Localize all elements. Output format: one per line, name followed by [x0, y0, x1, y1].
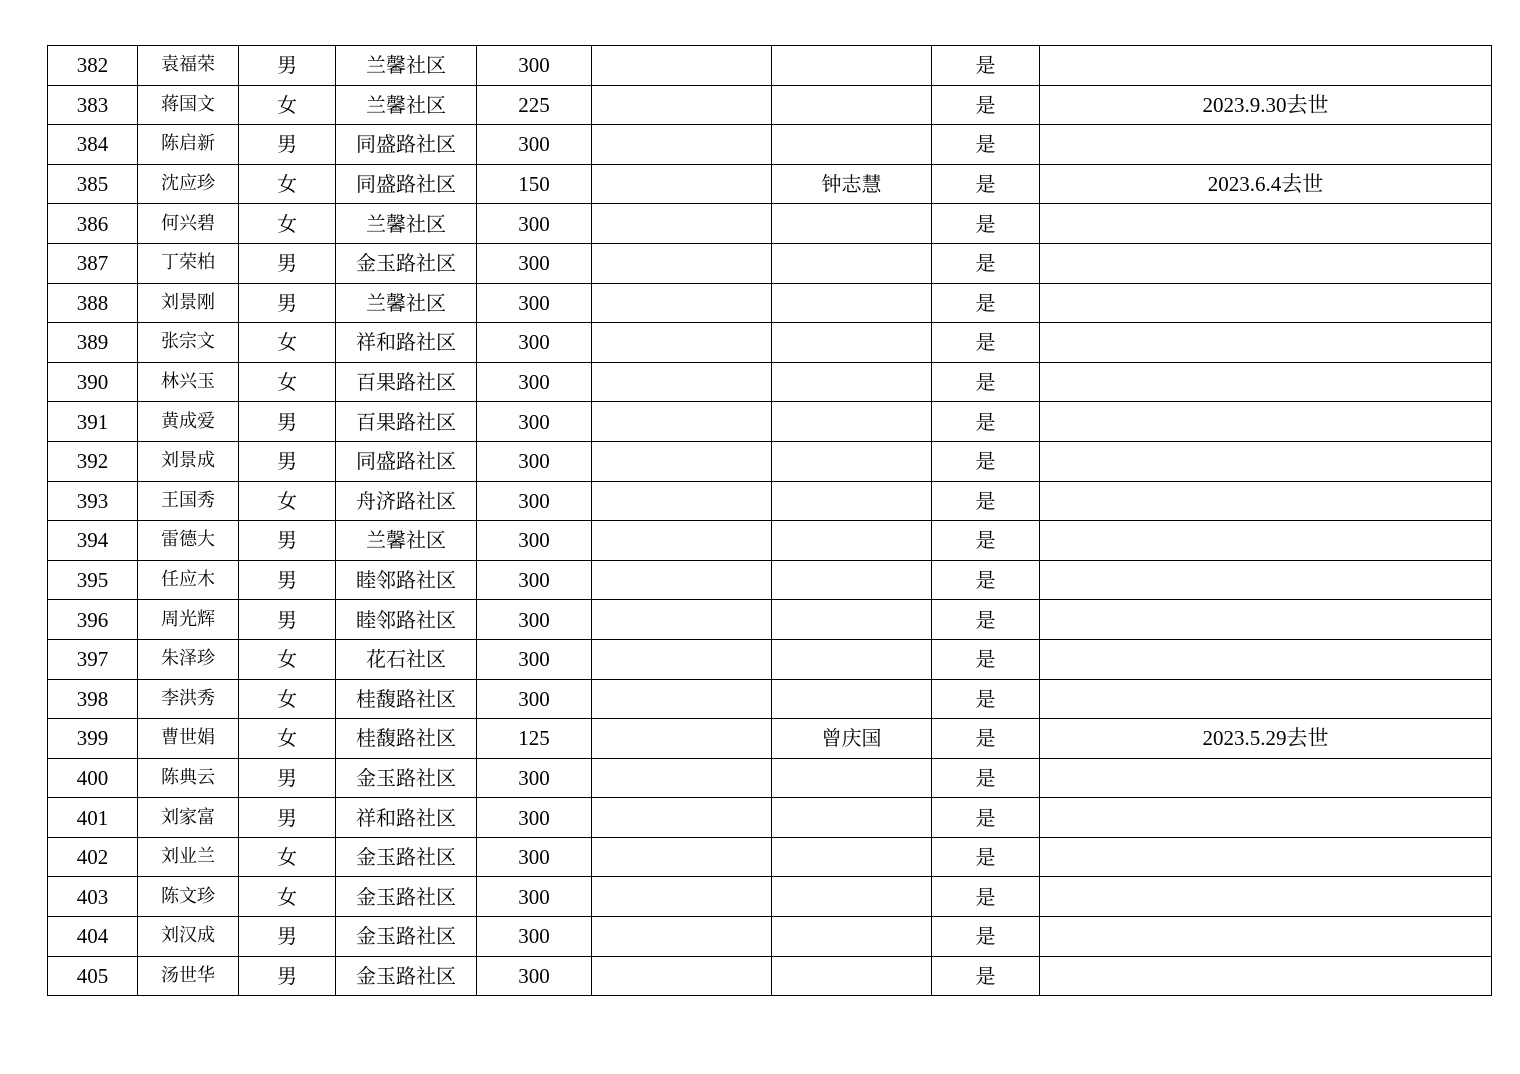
blank-cell — [592, 125, 772, 165]
blank-cell — [592, 679, 772, 719]
row-number: 405 — [48, 956, 138, 996]
amount-cell: 300 — [477, 362, 592, 402]
remark-cell — [1040, 877, 1492, 917]
row-number: 385 — [48, 164, 138, 204]
blank-cell — [592, 917, 772, 957]
agent-cell — [772, 481, 932, 521]
person-name: 刘家富 — [138, 798, 239, 838]
gender-cell: 女 — [239, 85, 336, 125]
blank-cell — [592, 323, 772, 363]
community-cell: 金玉路社区 — [336, 956, 477, 996]
flag-cell: 是 — [932, 639, 1040, 679]
table-body — [48, 46, 1492, 996]
community-cell: 兰馨社区 — [336, 46, 477, 86]
table-row — [48, 956, 1492, 996]
table-row — [48, 837, 1492, 877]
agent-cell — [772, 402, 932, 442]
agent-cell — [772, 521, 932, 561]
gender-cell: 女 — [239, 164, 336, 204]
table-row — [48, 85, 1492, 125]
flag-cell: 是 — [932, 719, 1040, 759]
remark-cell: 2023.6.4去世 — [1040, 164, 1492, 204]
amount-cell: 300 — [477, 837, 592, 877]
table-row — [48, 323, 1492, 363]
row-number: 383 — [48, 85, 138, 125]
blank-cell — [592, 402, 772, 442]
flag-cell: 是 — [932, 600, 1040, 640]
gender-cell: 男 — [239, 283, 336, 323]
flag-cell: 是 — [932, 362, 1040, 402]
gender-cell: 男 — [239, 243, 336, 283]
row-number: 386 — [48, 204, 138, 244]
row-number: 391 — [48, 402, 138, 442]
community-cell: 睦邻路社区 — [336, 600, 477, 640]
person-name: 黄成爱 — [138, 402, 239, 442]
amount-cell: 150 — [477, 164, 592, 204]
agent-cell — [772, 877, 932, 917]
flag-cell: 是 — [932, 283, 1040, 323]
row-number: 384 — [48, 125, 138, 165]
gender-cell: 女 — [239, 639, 336, 679]
agent-cell — [772, 283, 932, 323]
community-cell: 桂馥路社区 — [336, 719, 477, 759]
flag-cell: 是 — [932, 164, 1040, 204]
community-cell: 祥和路社区 — [336, 798, 477, 838]
flag-cell: 是 — [932, 560, 1040, 600]
community-cell: 金玉路社区 — [336, 917, 477, 957]
row-number: 402 — [48, 837, 138, 877]
flag-cell: 是 — [932, 481, 1040, 521]
remark-cell — [1040, 362, 1492, 402]
agent-cell — [772, 204, 932, 244]
amount-cell: 300 — [477, 323, 592, 363]
row-number: 392 — [48, 441, 138, 481]
person-name: 丁荣柏 — [138, 243, 239, 283]
table-row — [48, 481, 1492, 521]
blank-cell — [592, 758, 772, 798]
table-row — [48, 46, 1492, 86]
amount-cell: 300 — [477, 560, 592, 600]
gender-cell: 女 — [239, 323, 336, 363]
person-name: 李洪秀 — [138, 679, 239, 719]
gender-cell: 女 — [239, 204, 336, 244]
remark-cell — [1040, 481, 1492, 521]
remark-cell — [1040, 639, 1492, 679]
agent-cell: 钟志慧 — [772, 164, 932, 204]
remark-cell — [1040, 798, 1492, 838]
row-number: 387 — [48, 243, 138, 283]
blank-cell — [592, 243, 772, 283]
amount-cell: 300 — [477, 46, 592, 86]
amount-cell: 300 — [477, 917, 592, 957]
blank-cell — [592, 204, 772, 244]
person-name: 何兴碧 — [138, 204, 239, 244]
agent-cell — [772, 46, 932, 86]
amount-cell: 225 — [477, 85, 592, 125]
person-name: 朱泽珍 — [138, 639, 239, 679]
community-cell: 舟济路社区 — [336, 481, 477, 521]
amount-cell: 300 — [477, 243, 592, 283]
agent-cell — [772, 639, 932, 679]
person-name: 周光辉 — [138, 600, 239, 640]
gender-cell: 男 — [239, 560, 336, 600]
person-name: 沈应珍 — [138, 164, 239, 204]
gender-cell: 男 — [239, 956, 336, 996]
person-name: 蒋国文 — [138, 85, 239, 125]
flag-cell: 是 — [932, 837, 1040, 877]
person-name: 汤世华 — [138, 956, 239, 996]
blank-cell — [592, 481, 772, 521]
remark-cell — [1040, 956, 1492, 996]
blank-cell — [592, 441, 772, 481]
row-number: 398 — [48, 679, 138, 719]
row-number: 382 — [48, 46, 138, 86]
agent-cell — [772, 600, 932, 640]
amount-cell: 125 — [477, 719, 592, 759]
flag-cell: 是 — [932, 877, 1040, 917]
blank-cell — [592, 719, 772, 759]
row-number: 404 — [48, 917, 138, 957]
amount-cell: 300 — [477, 402, 592, 442]
flag-cell: 是 — [932, 402, 1040, 442]
person-name: 任应木 — [138, 560, 239, 600]
row-number: 390 — [48, 362, 138, 402]
table-row — [48, 521, 1492, 561]
person-name: 林兴玉 — [138, 362, 239, 402]
person-name: 陈文珍 — [138, 877, 239, 917]
remark-cell — [1040, 402, 1492, 442]
blank-cell — [592, 85, 772, 125]
person-name: 张宗文 — [138, 323, 239, 363]
table-row — [48, 441, 1492, 481]
community-cell: 百果路社区 — [336, 362, 477, 402]
amount-cell: 300 — [477, 639, 592, 679]
row-number: 397 — [48, 639, 138, 679]
table-row — [48, 679, 1492, 719]
table-row — [48, 560, 1492, 600]
remark-cell — [1040, 917, 1492, 957]
gender-cell: 女 — [239, 481, 336, 521]
amount-cell: 300 — [477, 204, 592, 244]
person-name: 刘景刚 — [138, 283, 239, 323]
blank-cell — [592, 46, 772, 86]
remark-cell — [1040, 837, 1492, 877]
flag-cell: 是 — [932, 85, 1040, 125]
community-cell: 兰馨社区 — [336, 85, 477, 125]
amount-cell: 300 — [477, 283, 592, 323]
person-name: 曹世娟 — [138, 719, 239, 759]
row-number: 396 — [48, 600, 138, 640]
data-table — [47, 45, 1492, 996]
person-name: 陈启新 — [138, 125, 239, 165]
blank-cell — [592, 560, 772, 600]
table-row — [48, 125, 1492, 165]
gender-cell: 男 — [239, 402, 336, 442]
person-name: 刘业兰 — [138, 837, 239, 877]
flag-cell: 是 — [932, 758, 1040, 798]
community-cell: 花石社区 — [336, 639, 477, 679]
remark-cell — [1040, 204, 1492, 244]
flag-cell: 是 — [932, 46, 1040, 86]
blank-cell — [592, 798, 772, 838]
blank-cell — [592, 362, 772, 402]
community-cell: 百果路社区 — [336, 402, 477, 442]
blank-cell — [592, 164, 772, 204]
gender-cell: 男 — [239, 798, 336, 838]
community-cell: 同盛路社区 — [336, 441, 477, 481]
row-number: 400 — [48, 758, 138, 798]
remark-cell — [1040, 283, 1492, 323]
remark-cell — [1040, 521, 1492, 561]
agent-cell — [772, 560, 932, 600]
community-cell: 兰馨社区 — [336, 283, 477, 323]
blank-cell — [592, 283, 772, 323]
community-cell: 同盛路社区 — [336, 125, 477, 165]
gender-cell: 男 — [239, 600, 336, 640]
flag-cell: 是 — [932, 679, 1040, 719]
gender-cell: 女 — [239, 679, 336, 719]
person-name: 陈典云 — [138, 758, 239, 798]
flag-cell: 是 — [932, 125, 1040, 165]
community-cell: 同盛路社区 — [336, 164, 477, 204]
row-number: 388 — [48, 283, 138, 323]
remark-cell — [1040, 679, 1492, 719]
amount-cell: 300 — [477, 798, 592, 838]
flag-cell: 是 — [932, 521, 1040, 561]
flag-cell: 是 — [932, 204, 1040, 244]
flag-cell: 是 — [932, 798, 1040, 838]
community-cell: 兰馨社区 — [336, 521, 477, 561]
blank-cell — [592, 837, 772, 877]
agent-cell — [772, 679, 932, 719]
community-cell: 祥和路社区 — [336, 323, 477, 363]
remark-cell: 2023.9.30去世 — [1040, 85, 1492, 125]
agent-cell — [772, 837, 932, 877]
row-number: 394 — [48, 521, 138, 561]
table-row — [48, 402, 1492, 442]
agent-cell — [772, 362, 932, 402]
amount-cell: 300 — [477, 521, 592, 561]
flag-cell: 是 — [932, 243, 1040, 283]
row-number: 395 — [48, 560, 138, 600]
gender-cell: 女 — [239, 877, 336, 917]
amount-cell: 300 — [477, 877, 592, 917]
agent-cell — [772, 441, 932, 481]
blank-cell — [592, 600, 772, 640]
table-row — [48, 917, 1492, 957]
table-row — [48, 243, 1492, 283]
remark-cell — [1040, 125, 1492, 165]
flag-cell: 是 — [932, 441, 1040, 481]
community-cell: 金玉路社区 — [336, 877, 477, 917]
community-cell: 兰馨社区 — [336, 204, 477, 244]
table-row — [48, 877, 1492, 917]
community-cell: 金玉路社区 — [336, 837, 477, 877]
gender-cell: 男 — [239, 758, 336, 798]
agent-cell — [772, 323, 932, 363]
agent-cell — [772, 243, 932, 283]
row-number: 393 — [48, 481, 138, 521]
blank-cell — [592, 877, 772, 917]
table-row — [48, 204, 1492, 244]
gender-cell: 男 — [239, 125, 336, 165]
table-row — [48, 719, 1492, 759]
amount-cell: 300 — [477, 758, 592, 798]
amount-cell: 300 — [477, 679, 592, 719]
row-number: 403 — [48, 877, 138, 917]
agent-cell — [772, 758, 932, 798]
row-number: 389 — [48, 323, 138, 363]
agent-cell: 曾庆国 — [772, 719, 932, 759]
agent-cell — [772, 956, 932, 996]
amount-cell: 300 — [477, 125, 592, 165]
person-name: 袁福荣 — [138, 46, 239, 86]
amount-cell: 300 — [477, 481, 592, 521]
remark-cell — [1040, 243, 1492, 283]
remark-cell — [1040, 560, 1492, 600]
person-name: 王国秀 — [138, 481, 239, 521]
person-name: 刘汉成 — [138, 917, 239, 957]
gender-cell: 女 — [239, 362, 336, 402]
remark-cell — [1040, 600, 1492, 640]
amount-cell: 300 — [477, 441, 592, 481]
amount-cell: 300 — [477, 600, 592, 640]
community-cell: 睦邻路社区 — [336, 560, 477, 600]
gender-cell: 女 — [239, 719, 336, 759]
table-row — [48, 798, 1492, 838]
community-cell: 金玉路社区 — [336, 758, 477, 798]
blank-cell — [592, 639, 772, 679]
blank-cell — [592, 956, 772, 996]
agent-cell — [772, 125, 932, 165]
person-name: 雷德大 — [138, 521, 239, 561]
table-row — [48, 362, 1492, 402]
row-number: 401 — [48, 798, 138, 838]
gender-cell: 女 — [239, 837, 336, 877]
agent-cell — [772, 798, 932, 838]
table-row — [48, 758, 1492, 798]
community-cell: 金玉路社区 — [336, 243, 477, 283]
row-number: 399 — [48, 719, 138, 759]
blank-cell — [592, 521, 772, 561]
gender-cell: 男 — [239, 441, 336, 481]
community-cell: 桂馥路社区 — [336, 679, 477, 719]
gender-cell: 男 — [239, 46, 336, 86]
remark-cell — [1040, 323, 1492, 363]
agent-cell — [772, 917, 932, 957]
table-row — [48, 639, 1492, 679]
remark-cell — [1040, 758, 1492, 798]
flag-cell: 是 — [932, 956, 1040, 996]
gender-cell: 男 — [239, 917, 336, 957]
table-row — [48, 283, 1492, 323]
agent-cell — [772, 85, 932, 125]
person-name: 刘景成 — [138, 441, 239, 481]
table-row — [48, 164, 1492, 204]
remark-cell — [1040, 441, 1492, 481]
remark-cell: 2023.5.29去世 — [1040, 719, 1492, 759]
table-row — [48, 600, 1492, 640]
gender-cell: 男 — [239, 521, 336, 561]
amount-cell: 300 — [477, 956, 592, 996]
remark-cell — [1040, 46, 1492, 86]
flag-cell: 是 — [932, 917, 1040, 957]
flag-cell: 是 — [932, 323, 1040, 363]
